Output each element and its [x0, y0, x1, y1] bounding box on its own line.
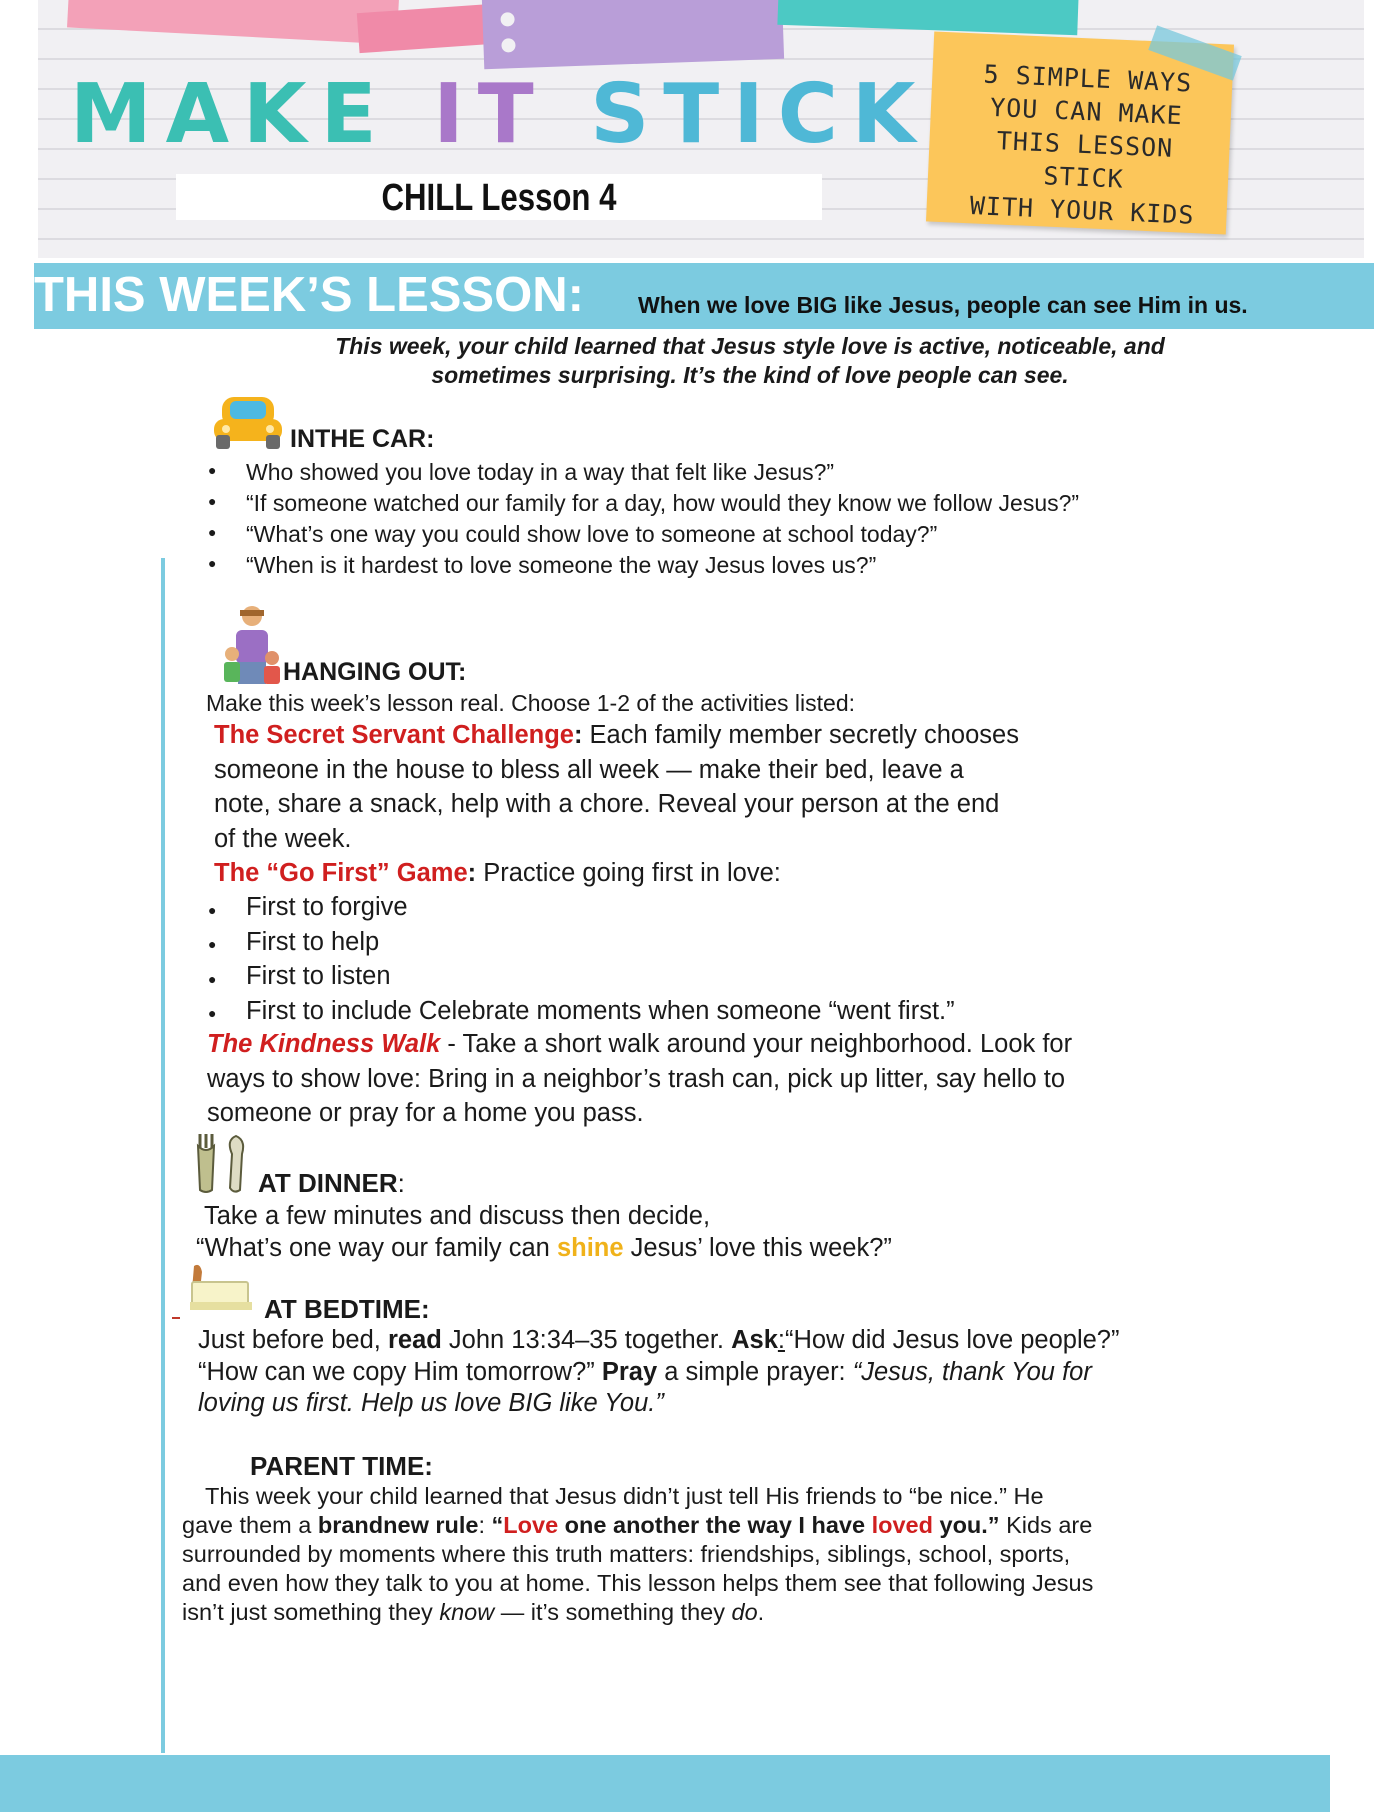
activity-title: The Secret Servant Challenge	[214, 721, 574, 749]
highlight-word: shine	[556, 1234, 624, 1262]
bedtime-heading: AT BEDTIME:	[264, 1294, 430, 1324]
page-title	[70, 67, 930, 162]
bedtime-text: Just before bed, read John 13:34–35 together. Ask:“How did Jesus love people?” “How can we copy Him tomorrow?” Pray a simple prayer: “Jesus, thank You for loving us first. Help us love BIG like You.”	[198, 1326, 1120, 1417]
list-item: First to include Celebrate moments when someone “went first.”	[246, 996, 955, 1025]
bullet: ●	[208, 936, 217, 952]
bullet: ●	[208, 902, 217, 918]
dinner-line-2: “What’s one way our family can shine Jesus’ love this week?”	[196, 1234, 892, 1262]
bullet: ●	[208, 462, 217, 478]
parent-heading: PARENT TIME:	[250, 1451, 433, 1481]
title-word: STICK	[590, 67, 930, 162]
bullet: ●	[208, 555, 217, 571]
list-item: First to listen	[246, 962, 391, 990]
hanging-intro: Make this week’s lesson real. Choose 1-2 of the activities listed:	[206, 690, 855, 716]
list-item: “What’s one way you could show love to someone at school today?”	[246, 521, 938, 547]
list-item: “If someone watched our family for a day, how would they know we follow Jesus?”	[246, 490, 1080, 516]
activity-title: The “Go First” Game	[214, 859, 468, 887]
go-first-activity: The “Go First” Game: Practice going first in love:	[214, 859, 781, 887]
bullet: ●	[208, 524, 217, 540]
activity-title: The Kindness Walk	[207, 1030, 441, 1058]
list-item: First to help	[246, 927, 380, 956]
list-item: First to forgive	[246, 893, 408, 921]
parent-text: This week your child learned that Jesus didn’t just tell His friends to “be nice.” He gave them a brandnew rule: “Love one another the way I have loved you.” Kids are surrounded by moments where this truth matters: friendships, siblings, school, sports, and even how they talk to you at home. This lesson helps them see that following Jesus isn’t just something they know — it’s something they do.	[182, 1483, 1094, 1625]
title-word: IT	[433, 67, 548, 162]
decorative-tape	[777, 0, 1078, 35]
family-icon	[222, 604, 282, 688]
dinner-heading: AT DINNER:	[258, 1168, 405, 1198]
car-icon	[212, 393, 284, 457]
side-rule	[161, 558, 165, 1753]
bullet: ●	[208, 1005, 217, 1021]
footer-bar	[0, 1755, 1330, 1812]
lesson-statement: When we love BIG like Jesus, people can see Him in us.	[638, 292, 1248, 318]
fork-spoon-icon	[194, 1132, 252, 1194]
list-item: “When is it hardest to love someone the way Jesus loves us?”	[246, 552, 877, 578]
car-heading: INTHE CAR:	[290, 425, 435, 453]
bullet: ●	[208, 971, 217, 987]
list-item: Who showed you love today in a way that felt like Jesus?”	[246, 459, 835, 485]
lesson-subtitle: CHILL Lesson 4	[381, 177, 617, 219]
decorative-tape	[67, 0, 399, 45]
bed-icon	[170, 1262, 260, 1322]
dinner-line-1: Take a few minutes and discuss then decide,	[204, 1202, 711, 1230]
hanging-heading: HANGING OUT:	[283, 658, 467, 686]
secret-servant-activity: The Secret Servant Challenge: Each family member secretly chooses someone in the house to bless all week — make their bed, leave a note, share a snack, help with a chore. Reveal your person at the end of the week.	[214, 721, 1019, 853]
lesson-label: THIS WEEK’S LESSON:	[34, 268, 584, 322]
decorative-tape	[482, 0, 784, 69]
bullet: ●	[208, 493, 217, 509]
title-word: MAKE	[70, 67, 391, 162]
kindness-walk-activity: The Kindness Walk - Take a short walk around your neighborhood. Look for ways to show love: Bring in a neighbor’s trash can, pick up litter, say hello to someone or pray for a home you pass.	[207, 1030, 1073, 1127]
lesson-intro: This week, your child learned that Jesus style love is active, noticeable, and sometimes surprising. It’s the kind of love people can see.	[335, 333, 1165, 388]
sticky-note-text: 5 SIMPLE WAYS YOU CAN MAKE THIS LESSON STICK WITH YOUR KIDS	[969, 59, 1196, 230]
